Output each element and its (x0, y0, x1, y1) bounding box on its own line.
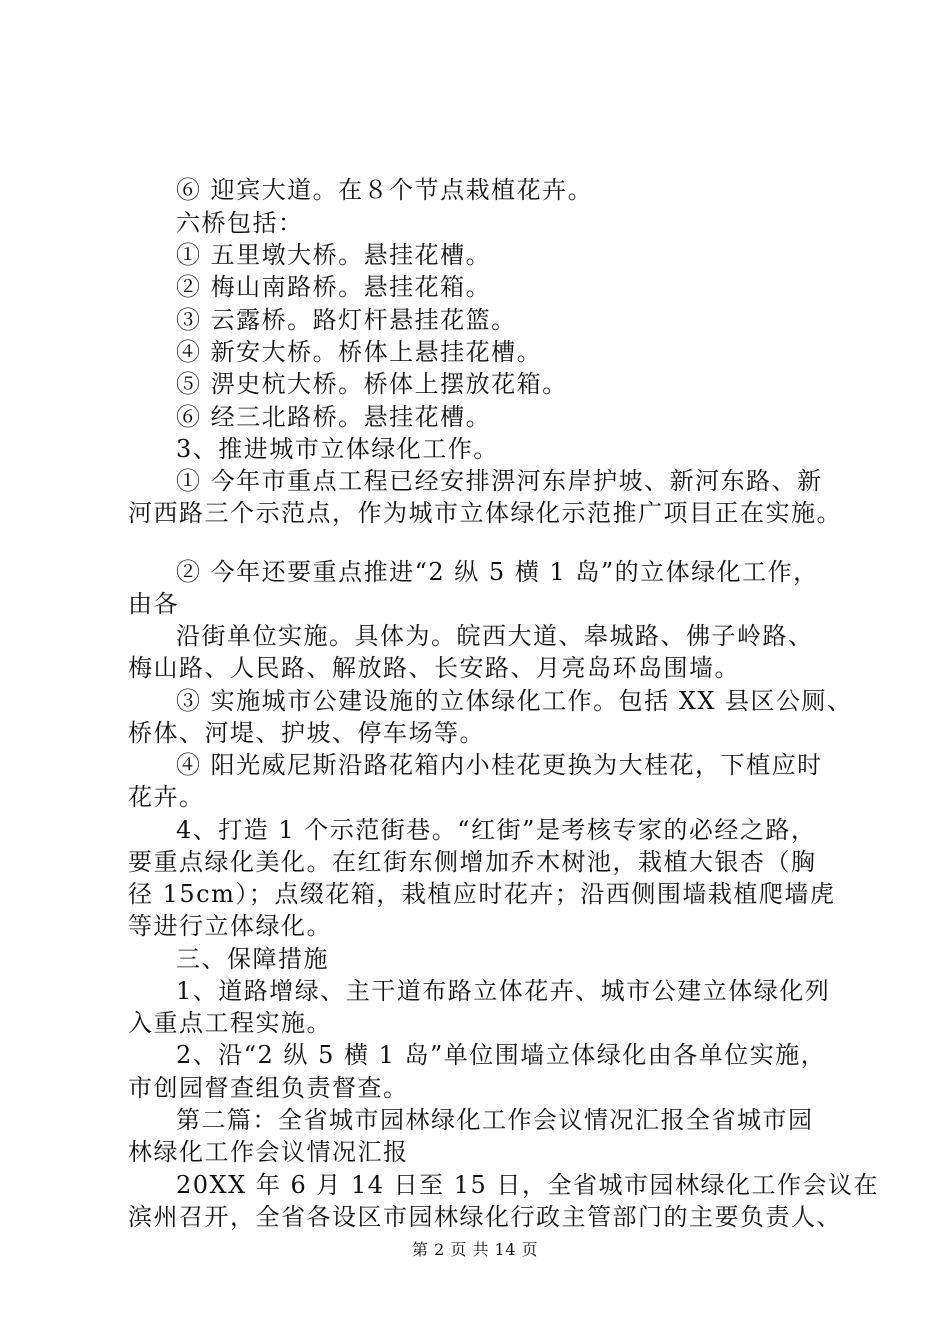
page-indicator: 第 2 页 共 14 页 (412, 1240, 538, 1259)
text-line: 4、打造 1 个示范街巷。“红街”是考核专家的必经之路， (176, 816, 817, 844)
text-line: 2、沿“2 纵 5 横 1 岛”单位围墙立体绿化由各单位实施， (176, 1041, 827, 1069)
text-line: 市创园督查组负责督查。 (128, 1074, 409, 1102)
text-line: ① 今年市重点工程已经安排淠河东岸护坡、新河东路、新 (176, 467, 823, 495)
text-line: ⑥ 经三北路桥。悬挂花槽。 (176, 403, 492, 431)
text-line: ② 今年还要重点推进“2 纵 5 横 1 岛”的立体绿化工作， (176, 558, 819, 586)
text-line: ④ 新安大桥。桥体上悬挂花槽。 (176, 338, 543, 366)
text-line: 径 15cm）；点缀花箱，栽植应时花卉；沿西侧围墙栽植爬墙虎 (128, 880, 836, 908)
text-line: 滨州召开，全省各设区市园林绿化行政主管部门的主要负责人、 (128, 1203, 842, 1231)
text-line: 六桥包括： (176, 209, 304, 237)
text-line: ① 五里墩大桥。悬挂花槽。 (176, 241, 492, 269)
section-heading: 3、推进城市立体绿化工作。 (176, 435, 499, 463)
section-heading: 三、保障措施 (176, 945, 329, 973)
text-line: 梅山路、人民路、解放路、长安路、月亮岛环岛围墙。 (128, 654, 740, 682)
chapter-heading: 第二篇：全省城市园林绿化工作会议情况汇报全省城市园 (176, 1106, 814, 1134)
text-line: 入重点工程实施。 (128, 1009, 332, 1037)
text-line: 桥体、河堤、护坡、停车场等。 (128, 719, 485, 747)
text-line: ⑥ 迎宾大道。在８个节点栽植花卉。 (176, 176, 594, 204)
text-line: 花卉。 (128, 783, 205, 811)
text-line: 20XX 年 6 月 14 日至 15 日，全省城市园林绿化工作会议在 (176, 1171, 879, 1199)
chapter-heading: 林绿化工作会议情况汇报 (128, 1138, 409, 1166)
text-line: 1、道路增绿、主干道布路立体花卉、城市公建立体绿化列 (176, 977, 831, 1005)
text-line: 要重点绿化美化。在红街东侧增加乔木树池，栽植大银杏（胸 (128, 848, 817, 876)
text-line: ② 梅山南路桥。悬挂花箱。 (176, 273, 492, 301)
text-line: ⑤ 淠史杭大桥。桥体上摆放花箱。 (176, 370, 568, 398)
text-line: 河西路三个示范点，作为城市立体绿化示范推广项目正在实施。 (128, 499, 842, 527)
text-line: 等进行立体绿化。 (128, 912, 332, 940)
text-line: 沿街单位实施。具体为。皖西大道、皋城路、佛子岭路、 (176, 622, 814, 650)
text-line: ④ 阳光威尼斯沿路花箱内小桂花更换为大桂花，下植应时 (176, 751, 823, 779)
text-line: ③ 云露桥。路灯杆悬挂花篮。 (176, 306, 517, 334)
text-line: 由各 (128, 590, 179, 618)
text-line: ③ 实施城市公建设施的立体绿化工作。包括 XX 县区公厕、 (176, 687, 853, 715)
